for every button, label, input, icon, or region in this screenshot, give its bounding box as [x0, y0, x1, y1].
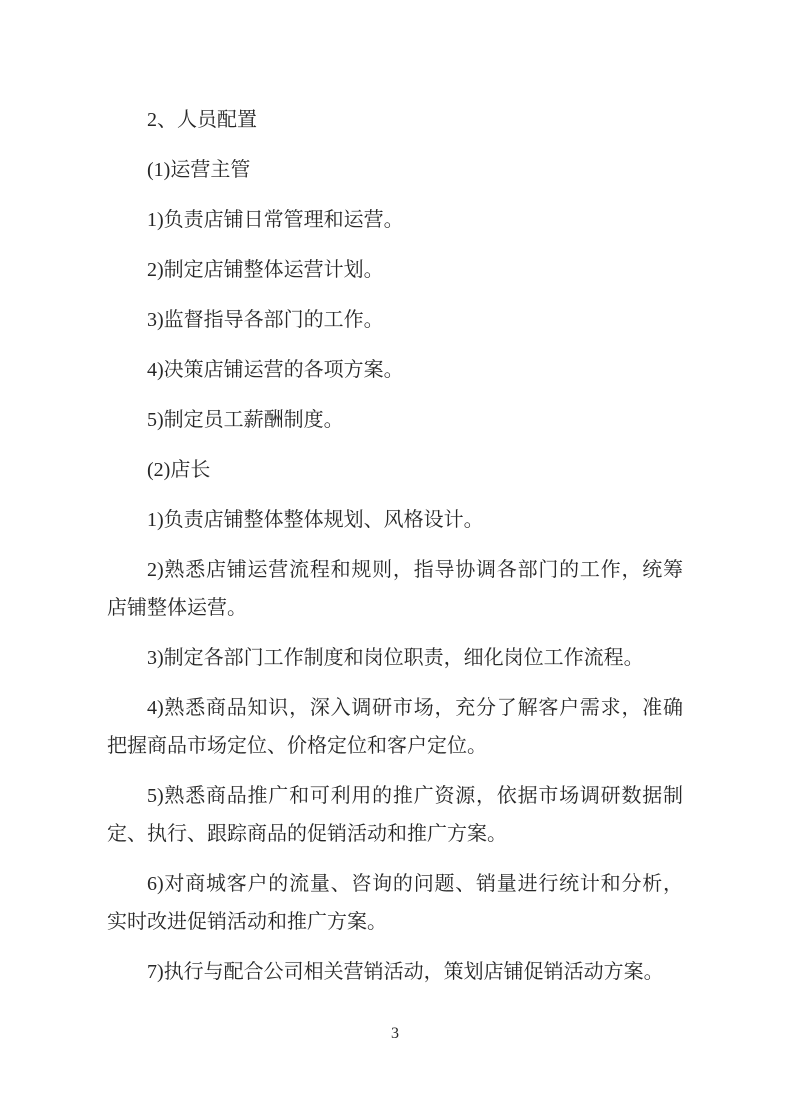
paragraph: 2)熟悉店铺运营流程和规则，指导协调各部门的工作，统筹店铺整体运营。: [107, 559, 683, 619]
section-heading: 2、人员配置: [147, 109, 257, 131]
paragraph: 6)对商城客户的流量、咨询的问题、销量进行统计和分析，实时改进促销活动和推广方案。: [107, 873, 683, 933]
paragraph: (1)运营主管: [147, 159, 251, 181]
paragraph: 5)熟悉商品推广和可利用的推广资源，依据市场调研数据制定、执行、跟踪商品的促销活动和推广方案。: [107, 785, 683, 845]
paragraph: 4)决策店铺运营的各项方案。: [147, 359, 404, 381]
page-footer: [0, 1026, 790, 1042]
page-number: 3: [391, 1025, 399, 1042]
paragraph: 1)负责店铺日常管理和运营。: [147, 209, 404, 231]
paragraph: 4)熟悉商品知识，深入调研市场，充分了解客户需求，准确把握商品市场定位、价格定位和客户定位。: [107, 697, 683, 757]
paragraph: 2)制定店铺整体运营计划。: [147, 259, 384, 281]
paragraph: 7)执行与配合公司相关营销活动，策划店铺促销活动方案。: [147, 961, 664, 983]
paragraph: (2)店长: [147, 459, 211, 481]
document-body: [107, 101, 683, 1003]
paragraph: 3)监督指导各部门的工作。: [147, 309, 384, 331]
paragraph: 1)负责店铺整体整体规划、风格设计。: [147, 509, 484, 531]
paragraph: 3)制定各部门工作制度和岗位职责，细化岗位工作流程。: [147, 647, 644, 669]
paragraph: 5)制定员工薪酬制度。: [147, 409, 344, 431]
